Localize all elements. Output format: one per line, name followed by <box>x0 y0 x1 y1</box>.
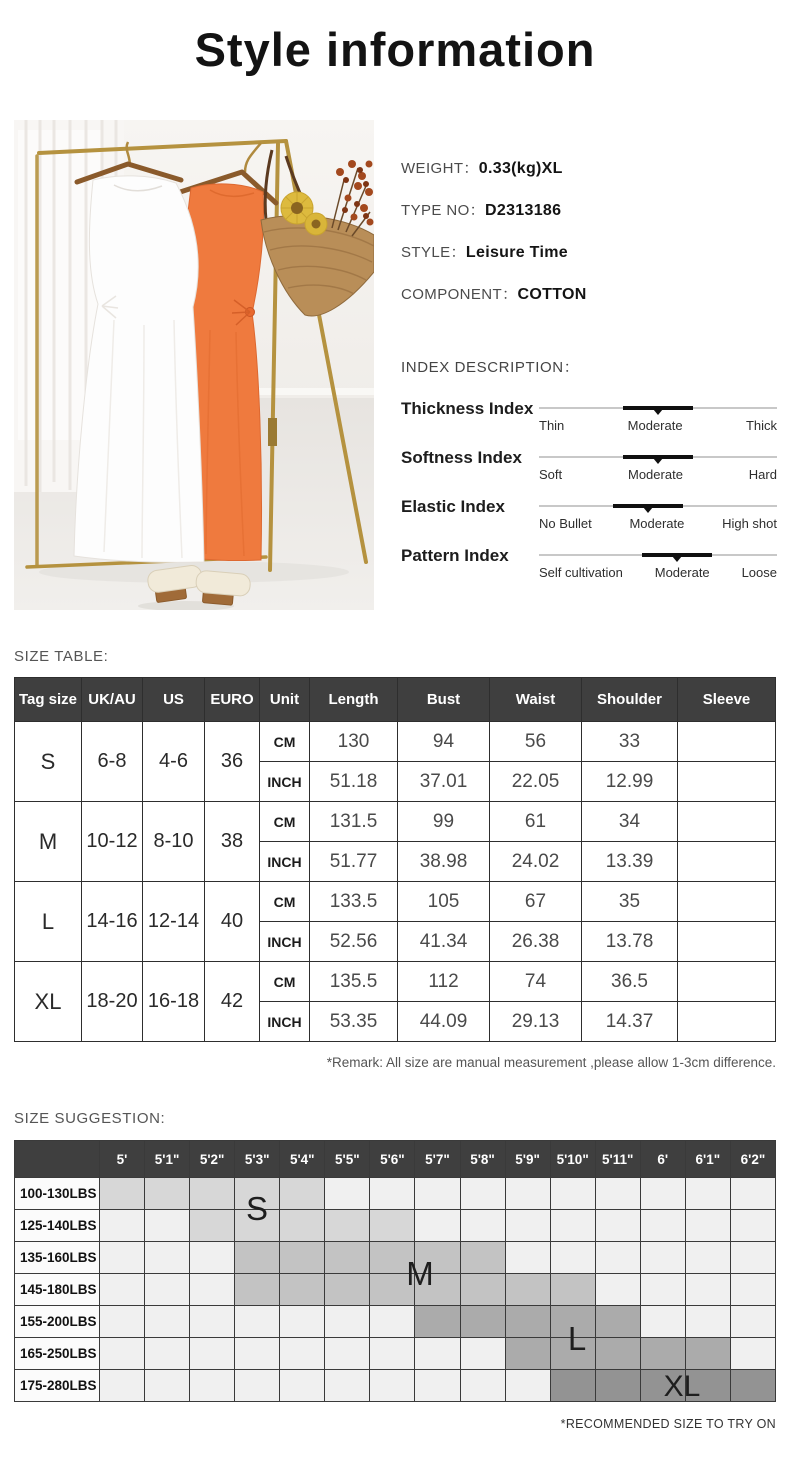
grid-cell <box>190 1210 235 1242</box>
measure-cell <box>678 922 776 962</box>
slider-segment <box>642 553 712 557</box>
grid-cell <box>550 1370 595 1402</box>
measure-cell: 29.13 <box>490 1002 582 1042</box>
detail-value: Leisure Time <box>465 244 568 261</box>
size-suggestion-chart <box>14 1140 776 1402</box>
height-col-header: 5'8" <box>460 1141 505 1178</box>
us-cell: 8-10 <box>143 802 205 882</box>
page-title: Style information <box>194 23 596 76</box>
ukau-cell: 18-20 <box>82 962 143 1042</box>
size-suggestion-heading: SIZE SUGGESTION: <box>14 1110 166 1127</box>
measure-cell: 131.5 <box>310 802 398 842</box>
grid-cell <box>505 1210 550 1242</box>
grid-cell <box>685 1210 730 1242</box>
grid-cell <box>100 1370 145 1402</box>
grid-cell <box>415 1178 460 1210</box>
grid-cell <box>640 1338 685 1370</box>
slider-scale <box>539 467 777 482</box>
slider-track <box>539 407 777 409</box>
measure-cell: 24.02 <box>490 842 582 882</box>
size-col-header: Length <box>310 678 398 722</box>
size-col-header: Shoulder <box>582 678 678 722</box>
height-col-header: 5' <box>100 1141 145 1178</box>
grid-cell <box>280 1210 325 1242</box>
size-suggestion-note: *RECOMMENDED SIZE TO TRY ON <box>560 1417 776 1431</box>
slider-track <box>539 505 777 507</box>
index-row <box>401 443 779 482</box>
grid-cell <box>145 1242 190 1274</box>
grid-cell <box>370 1306 415 1338</box>
scale-left-label: Self cultivation <box>539 565 623 580</box>
size-suggestion-header-row <box>15 1141 776 1178</box>
grid-cell <box>325 1306 370 1338</box>
measure-cell: 74 <box>490 962 582 1002</box>
grid-cell <box>325 1210 370 1242</box>
height-col-header: 5'3" <box>235 1141 280 1178</box>
size-table <box>14 677 776 1042</box>
index-row <box>401 541 779 580</box>
unit-cell: INCH <box>260 842 310 882</box>
grid-cell <box>325 1338 370 1370</box>
grid-cell <box>190 1274 235 1306</box>
grid-cell <box>100 1306 145 1338</box>
size-col-header: Waist <box>490 678 582 722</box>
size-table-body <box>15 722 776 1042</box>
grid-cell <box>685 1242 730 1274</box>
measure-cell: 130 <box>310 722 398 762</box>
size-suggestion-head <box>15 1141 776 1178</box>
white-dress <box>74 176 204 563</box>
us-cell: 16-18 <box>143 962 205 1042</box>
size-col-header: Tag size <box>15 678 82 722</box>
grid-cell <box>505 1306 550 1338</box>
slider-segment <box>623 406 693 410</box>
grid-cell <box>190 1370 235 1402</box>
grid-cell <box>730 1274 775 1306</box>
scale-left-label: No Bullet <box>539 516 592 531</box>
measure-cell: 105 <box>398 882 490 922</box>
slider-segment <box>623 455 693 459</box>
grid-cell <box>640 1242 685 1274</box>
grid-cell <box>325 1370 370 1402</box>
grid-cell <box>460 1338 505 1370</box>
weight-row <box>15 1178 776 1210</box>
measure-cell <box>678 962 776 1002</box>
grid-cell <box>415 1210 460 1242</box>
grid-cell <box>235 1338 280 1370</box>
grid-cell <box>685 1338 730 1370</box>
index-slider <box>539 443 777 482</box>
detail-row <box>401 199 587 222</box>
measure-cell: 56 <box>490 722 582 762</box>
size-table-header-row <box>15 678 776 722</box>
zone-label-s: S <box>245 1190 269 1227</box>
grid-cell <box>460 1274 505 1306</box>
measure-cell: 61 <box>490 802 582 842</box>
grid-cell <box>730 1306 775 1338</box>
grid-cell <box>100 1338 145 1370</box>
size-col-header: Bust <box>398 678 490 722</box>
grid-cell <box>235 1306 280 1338</box>
height-col-header: 6' <box>640 1141 685 1178</box>
weight-row-label: 125-140LBS <box>15 1210 100 1242</box>
size-col-header: US <box>143 678 205 722</box>
grid-cell <box>325 1274 370 1306</box>
grid-cell <box>685 1306 730 1338</box>
slider-marker-icon <box>672 556 682 562</box>
detail-value: D2313186 <box>485 202 562 219</box>
product-photo <box>14 120 374 610</box>
index-slider <box>539 492 777 531</box>
scale-mid-label: Moderate <box>654 565 710 580</box>
slider-marker-icon <box>653 409 663 415</box>
grid-cell <box>640 1306 685 1338</box>
grid-cell <box>280 1178 325 1210</box>
size-suggestion-table <box>14 1140 776 1402</box>
weight-row <box>15 1306 776 1338</box>
index-slider <box>539 394 777 433</box>
measure-cell: 41.34 <box>398 922 490 962</box>
grid-cell <box>280 1242 325 1274</box>
unit-cell: CM <box>260 882 310 922</box>
index-name: Softness Index <box>401 448 522 467</box>
measure-cell: 26.38 <box>490 922 582 962</box>
measure-cell: 135.5 <box>310 962 398 1002</box>
slider-scale <box>539 565 777 580</box>
grid-cell <box>550 1210 595 1242</box>
grid-cell <box>595 1306 640 1338</box>
grid-cell <box>730 1370 775 1402</box>
grid-cell <box>415 1338 460 1370</box>
grid-cell <box>145 1306 190 1338</box>
measure-cell <box>678 722 776 762</box>
index-sliders <box>401 394 779 580</box>
scale-mid-label: Moderate <box>628 467 683 482</box>
height-col-header: 6'1" <box>685 1141 730 1178</box>
measure-cell: 67 <box>490 882 582 922</box>
weight-row-label: 155-200LBS <box>15 1306 100 1338</box>
grid-cell <box>145 1370 190 1402</box>
grid-cell <box>190 1242 235 1274</box>
grid-cell <box>595 1178 640 1210</box>
measure-cell: 12.99 <box>582 762 678 802</box>
measure-cell: 36.5 <box>582 962 678 1002</box>
grid-cell <box>190 1338 235 1370</box>
grid-cell <box>550 1178 595 1210</box>
height-col-header: 5'10" <box>550 1141 595 1178</box>
detail-label: WEIGHT： <box>401 160 479 177</box>
grid-cell <box>550 1242 595 1274</box>
height-col-header: 5'5" <box>325 1141 370 1178</box>
weight-row-label: 145-180LBS <box>15 1274 100 1306</box>
tag-size-cell: XL <box>15 962 82 1042</box>
measure-cell <box>678 802 776 842</box>
euro-cell: 36 <box>205 722 260 802</box>
grid-cell <box>100 1178 145 1210</box>
scale-right-label: Loose <box>741 565 777 580</box>
size-row <box>15 722 776 762</box>
grid-cell <box>460 1178 505 1210</box>
index-name: Thickness Index <box>401 399 534 418</box>
measure-cell: 112 <box>398 962 490 1002</box>
weight-row-label: 135-160LBS <box>15 1242 100 1274</box>
weight-row-label: 175-280LBS <box>15 1370 100 1402</box>
grid-cell <box>100 1274 145 1306</box>
grid-cell <box>640 1178 685 1210</box>
unit-cell: CM <box>260 962 310 1002</box>
scale-right-label: Thick <box>745 418 777 433</box>
grid-cell <box>505 1274 550 1306</box>
height-col-header: 5'11" <box>595 1141 640 1178</box>
euro-cell: 40 <box>205 882 260 962</box>
grid-cell <box>145 1178 190 1210</box>
ukau-cell: 14-16 <box>82 882 143 962</box>
height-col-header: 5'4" <box>280 1141 325 1178</box>
measure-cell: 52.56 <box>310 922 398 962</box>
grid-cell <box>280 1274 325 1306</box>
measure-cell: 44.09 <box>398 1002 490 1042</box>
ukau-cell: 10-12 <box>82 802 143 882</box>
grid-cell <box>280 1338 325 1370</box>
slider-scale <box>539 516 777 531</box>
tag-size-cell: L <box>15 882 82 962</box>
ukau-cell: 6-8 <box>82 722 143 802</box>
grid-cell <box>190 1306 235 1338</box>
size-suggestion-section <box>14 1110 776 1431</box>
unit-cell: INCH <box>260 762 310 802</box>
measure-cell: 99 <box>398 802 490 842</box>
grid-cell <box>325 1178 370 1210</box>
measure-cell: 34 <box>582 802 678 842</box>
grid-cell <box>280 1370 325 1402</box>
detail-label: TYPE NO： <box>401 202 486 219</box>
grid-cell <box>145 1338 190 1370</box>
euro-cell: 42 <box>205 962 260 1042</box>
grid-cell <box>460 1370 505 1402</box>
grid-cell <box>685 1178 730 1210</box>
slider-track <box>539 456 777 458</box>
unit-cell: INCH <box>260 1002 310 1042</box>
grid-cell <box>100 1210 145 1242</box>
grid-cell <box>595 1274 640 1306</box>
us-cell: 4-6 <box>143 722 205 802</box>
measure-cell: 33 <box>582 722 678 762</box>
product-photo-scene <box>14 120 374 610</box>
grid-cell <box>280 1306 325 1338</box>
measure-cell: 22.05 <box>490 762 582 802</box>
height-col-header: 5'1" <box>145 1141 190 1178</box>
detail-label: STYLE： <box>401 244 466 261</box>
grid-cell <box>370 1178 415 1210</box>
zone-label-l: L <box>567 1320 587 1357</box>
height-corner-cell <box>15 1141 100 1178</box>
grid-cell <box>415 1370 460 1402</box>
scale-left-label: Thin <box>539 418 565 433</box>
weight-row <box>15 1338 776 1370</box>
detail-row <box>401 283 587 306</box>
height-col-header: 5'6" <box>370 1141 415 1178</box>
scale-mid-label: Moderate <box>627 418 683 433</box>
measure-cell: 94 <box>398 722 490 762</box>
size-suggestion-body <box>15 1178 776 1402</box>
euro-cell: 38 <box>205 802 260 882</box>
unit-cell: CM <box>260 802 310 842</box>
index-name: Pattern Index <box>401 546 509 565</box>
unit-cell: INCH <box>260 922 310 962</box>
scale-right-label: Hard <box>748 467 777 482</box>
grid-cell <box>460 1210 505 1242</box>
zone-label-xl: XL <box>663 1370 701 1403</box>
weight-row <box>15 1274 776 1306</box>
grid-cell <box>325 1242 370 1274</box>
detail-row <box>401 241 587 264</box>
index-description-section <box>401 356 779 590</box>
slider-marker-icon <box>643 507 653 513</box>
size-col-header: EURO <box>205 678 260 722</box>
grid-cell <box>730 1210 775 1242</box>
size-row <box>15 882 776 922</box>
slider-track <box>539 554 777 556</box>
measure-cell: 38.98 <box>398 842 490 882</box>
tag-size-cell: S <box>15 722 82 802</box>
measure-cell <box>678 1002 776 1042</box>
zone-label-m: M <box>406 1255 434 1292</box>
grid-cell <box>730 1338 775 1370</box>
us-cell: 12-14 <box>143 882 205 962</box>
height-col-header: 5'2" <box>190 1141 235 1178</box>
grid-cell <box>595 1210 640 1242</box>
weight-row-label: 165-250LBS <box>15 1338 100 1370</box>
grid-cell <box>505 1338 550 1370</box>
size-table-section <box>14 648 776 1070</box>
grid-cell <box>145 1210 190 1242</box>
tag-size-cell: M <box>15 802 82 882</box>
detail-value: COTTON <box>517 286 587 303</box>
size-col-header: UK/AU <box>82 678 143 722</box>
detail-row <box>401 157 587 180</box>
size-table-heading: SIZE TABLE: <box>14 648 109 665</box>
height-col-header: 6'2" <box>730 1141 775 1178</box>
grid-cell <box>460 1306 505 1338</box>
slider-scale <box>539 418 777 433</box>
grid-cell <box>595 1370 640 1402</box>
measure-cell: 133.5 <box>310 882 398 922</box>
weight-row <box>15 1370 776 1402</box>
size-row <box>15 962 776 1002</box>
measure-cell <box>678 762 776 802</box>
measure-cell: 51.18 <box>310 762 398 802</box>
grid-cell <box>640 1274 685 1306</box>
size-col-header: Sleeve <box>678 678 776 722</box>
index-row <box>401 394 779 433</box>
grid-cell <box>370 1210 415 1242</box>
measure-cell <box>678 842 776 882</box>
weight-row <box>15 1210 776 1242</box>
measure-cell: 53.35 <box>310 1002 398 1042</box>
size-table-remark: *Remark: All size are manual measurement ,please allow 1-3cm difference. <box>326 1055 776 1070</box>
grid-cell <box>595 1242 640 1274</box>
grid-cell <box>190 1178 235 1210</box>
measure-cell <box>678 882 776 922</box>
grid-cell <box>370 1370 415 1402</box>
measure-cell: 35 <box>582 882 678 922</box>
grid-cell <box>685 1274 730 1306</box>
scale-right-label: High shot <box>722 516 777 531</box>
slider-segment <box>613 504 683 508</box>
grid-cell <box>235 1274 280 1306</box>
size-col-header: Unit <box>260 678 310 722</box>
detail-label: COMPONENT： <box>401 286 518 303</box>
measure-cell: 51.77 <box>310 842 398 882</box>
grid-cell <box>415 1306 460 1338</box>
grid-cell <box>595 1338 640 1370</box>
product-details <box>401 157 587 325</box>
grid-cell <box>235 1370 280 1402</box>
index-description-heading: INDEX DESCRIPTION： <box>401 359 580 376</box>
grid-cell <box>505 1370 550 1402</box>
index-slider <box>539 541 777 580</box>
measure-cell: 13.78 <box>582 922 678 962</box>
index-row <box>401 492 779 531</box>
grid-cell <box>730 1242 775 1274</box>
size-table-head <box>15 678 776 722</box>
grid-cell <box>145 1274 190 1306</box>
weight-row-label: 100-130LBS <box>15 1178 100 1210</box>
grid-cell <box>550 1274 595 1306</box>
grid-cell <box>505 1178 550 1210</box>
scale-mid-label: Moderate <box>629 516 685 531</box>
unit-cell: CM <box>260 722 310 762</box>
size-row <box>15 802 776 842</box>
grid-cell <box>235 1242 280 1274</box>
grid-cell <box>640 1210 685 1242</box>
index-name: Elastic Index <box>401 497 505 516</box>
grid-cell <box>730 1178 775 1210</box>
scale-left-label: Soft <box>539 467 563 482</box>
grid-cell <box>505 1242 550 1274</box>
weight-row <box>15 1242 776 1274</box>
measure-cell: 37.01 <box>398 762 490 802</box>
grid-cell <box>460 1242 505 1274</box>
grid-cell <box>370 1338 415 1370</box>
grid-cell <box>100 1242 145 1274</box>
measure-cell: 13.39 <box>582 842 678 882</box>
height-col-header: 5'7" <box>415 1141 460 1178</box>
slider-marker-icon <box>653 458 663 464</box>
detail-value: 0.33(kg)XL <box>478 160 563 177</box>
measure-cell: 14.37 <box>582 1002 678 1042</box>
height-col-header: 5'9" <box>505 1141 550 1178</box>
